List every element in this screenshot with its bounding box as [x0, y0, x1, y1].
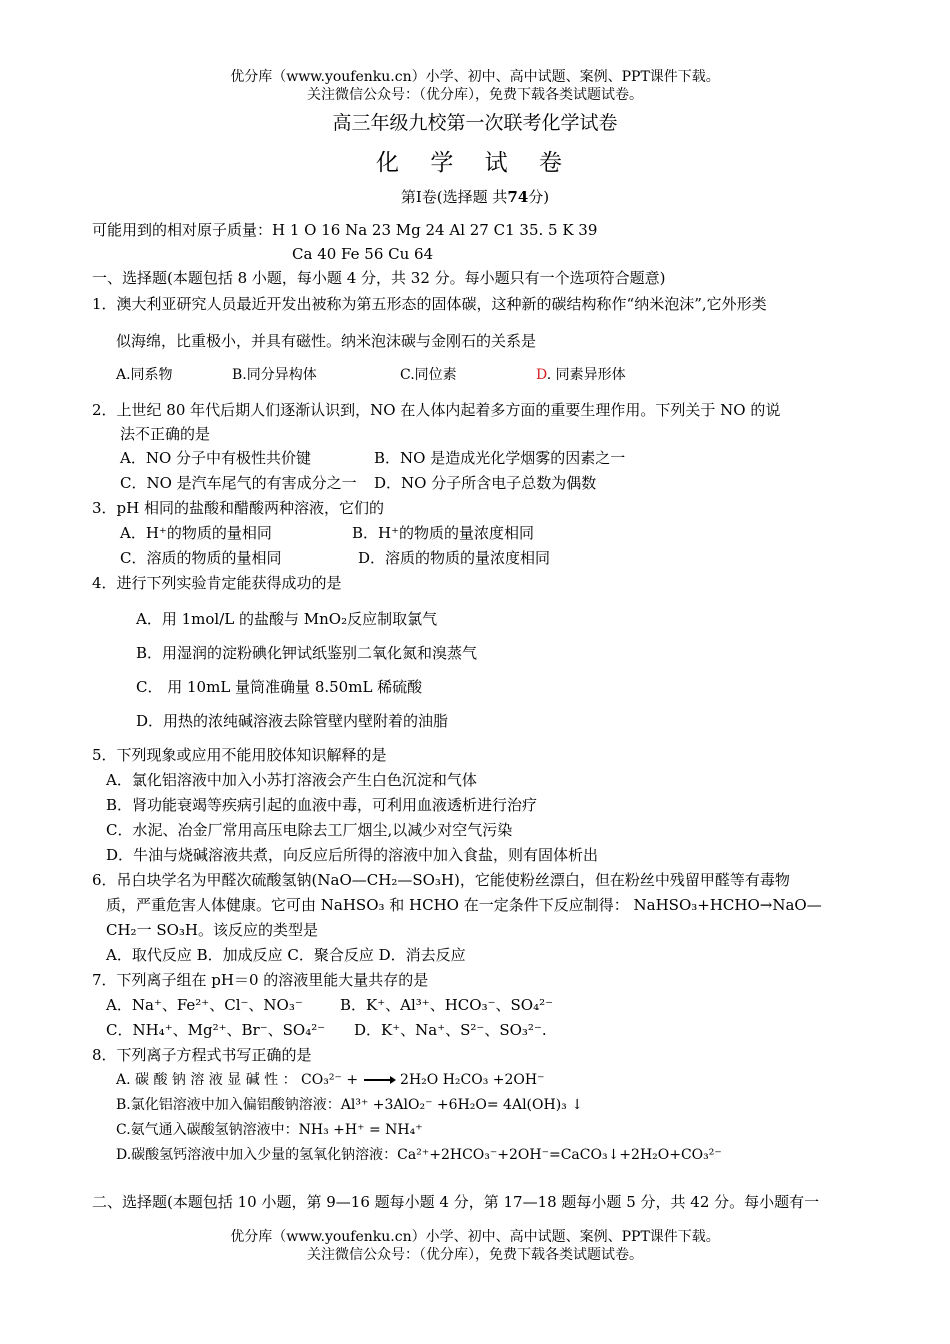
q5-option-b: B．肾功能衰竭等疾病引起的血液中毒，可利用血液透析进行治疗: [106, 796, 538, 814]
q2-stem-2: 法不正确的是: [120, 425, 211, 443]
header-line-2: 关注微信公众号：（优分库），免费下载各类试题试卷。: [307, 87, 643, 103]
part-one-score: 74: [507, 188, 529, 206]
q3-option-b: B．H⁺的物质的量浓度相同: [352, 524, 535, 542]
exam-title: 高三年级九校第一次联考化学试卷: [332, 112, 618, 134]
q4-option-d: D．用热的浓纯碱溶液去除管壁内壁附着的油脂: [136, 712, 449, 730]
q4-option-a: A．用 1mol/L 的盐酸与 MnO₂反应制取氯气: [136, 610, 438, 628]
part-one-title: [0, 186, 950, 207]
q8-option-a-suffix: 2H₂O H₂CO₃ +2OH⁻: [400, 1072, 545, 1088]
q2-option-c: C．NO 是汽车尾气的有害成分之一: [120, 474, 357, 492]
part-one-suffix: 分): [528, 188, 550, 206]
q2-option-d: D．NO 分子所含电子总数为偶数: [374, 474, 597, 492]
q1-option-a: A.同系物: [116, 367, 173, 383]
q5-option-c: C．水泥、冶金厂常用高压电除去工厂烟尘,以减少对空气污染: [106, 821, 513, 839]
q1-option-b: B.同分异构体: [232, 367, 317, 383]
q5-option-a: A．氯化铝溶液中加入小苏打溶液会产生白色沉淀和气体: [106, 771, 477, 789]
q1-stem-2: 似海绵，比重极小，并具有磁性。纳米泡沫碳与金刚石的关系是: [116, 332, 537, 350]
q8-option-a: [116, 1070, 545, 1090]
q5-stem: 5．下列现象或应用不能用胶体知识解释的是: [92, 746, 387, 764]
q8-option-c: C.氨气通入碳酸氢钠溶液中：NH₃ +H⁺ = NH₄⁺: [116, 1122, 423, 1138]
q4-option-b: B．用湿润的淀粉碘化钾试纸鉴别二氧化氮和溴蒸气: [136, 644, 478, 662]
q8-option-a-prefix: A. 碳 酸 钠 溶 液 显 碱 性 ： CO₃²⁻ +: [116, 1072, 359, 1088]
q2-option-b: B．NO 是造成光化学烟雾的因素之一: [374, 449, 626, 467]
q4-stem: 4．进行下列实验肯定能获得成功的是: [92, 574, 342, 592]
section-one-heading: 一、选择题(本题包括 8 小题，每小题 4 分，共 32 分。每小题只有一个选项符合题意): [92, 269, 666, 287]
q3-option-a: A．H⁺的物质的量相同: [120, 524, 272, 542]
q1-option-d-letter: D: [536, 367, 547, 383]
section-two-heading: 二、选择题(本题包括 10 小题，第 9—16 题每小题 4 分，第 17—18 题每小题 5 分，共 42 分。每小题有一: [92, 1193, 820, 1211]
q1-option-d-text: . 同素异形体: [546, 367, 626, 383]
header-line-1: 优分库（www.youfenku.cn）小学、初中、高中试题、案例、PPT课件下载。: [230, 69, 720, 85]
q7-stem: 7．下列离子组在 pH＝0 的溶液里能大量共存的是: [92, 971, 429, 989]
atomic-masses-line-1: 可能用到的相对原子质量：H 1 O 16 Na 23 Mg 24 Al 27 C1 35. 5 K 39: [92, 221, 598, 239]
q3-option-c: C．溶质的物质的量相同: [120, 549, 282, 567]
q3-option-d: D．溶质的物质的量浓度相同: [358, 549, 551, 567]
q1-option-c: C.同位素: [400, 367, 457, 383]
q1-stem-1: 1．澳大利亚研究人员最近开发出被称为第五形态的固体碳，这种新的碳结构称作“纳米泡沫”,它外形类: [92, 295, 767, 313]
q8-option-b: B.氯化铝溶液中加入偏铝酸钠溶液：Al³⁺ +3AlO₂⁻ +6H₂O= 4Al(OH)₃ ↓: [116, 1097, 583, 1113]
reversible-arrow-icon: [364, 1079, 394, 1081]
part-one-prefix: 第Ⅰ卷(选择题 共: [400, 188, 508, 206]
q3-stem: 3．pH 相同的盐酸和醋酸两种溶液，它们的: [92, 499, 384, 517]
q6-options: A．取代反应 B．加成反应 C．聚合反应 D．消去反应: [106, 946, 466, 964]
q4-option-c: C． 用 10mL 量筒准确量 8.50mL 稀硫酸: [136, 678, 423, 696]
q6-stem-2: 质，严重危害人体健康。它可由 NaHSO₃ 和 HCHO 在一定条件下反应制得： NaHSO₃+HCHO→NaO—: [106, 896, 822, 914]
footer-line-1: 优分库（www.youfenku.cn）小学、初中、高中试题、案例、PPT课件下载。: [230, 1229, 720, 1245]
footer-line-2: 关注微信公众号：（优分库），免费下载各类试题试卷。: [307, 1247, 643, 1263]
q2-stem-1: 2．上世纪 80 年代后期人们逐渐认识到，NO 在人体内起着多方面的重要生理作用。下列关于 NO 的说: [92, 401, 781, 419]
subject-title: 化 学 试 卷: [376, 150, 574, 176]
q8-option-d: D.碳酸氢钙溶液中加入少量的氢氧化钠溶液：Ca²⁺+2HCO₃⁻+2OH⁻=CaCO₃↓+2H₂O+CO₃²⁻: [116, 1147, 722, 1163]
q6-stem-1: 6．吊白块学名为甲醛次硫酸氢钠(NaO—CH₂—SO₃H)，它能使粉丝漂白，但在粉丝中残留甲醛等有毒物: [92, 871, 790, 889]
q8-stem: 8．下列离子方程式书写正确的是: [92, 1046, 312, 1064]
atomic-masses-line-2: Ca 40 Fe 56 Cu 64: [292, 245, 434, 263]
q5-option-d: D．牛油与烧碱溶液共煮，向反应后所得的溶液中加入食盐，则有固体析出: [106, 846, 599, 864]
q1-option-d: [536, 365, 626, 385]
q7-option-c: C．NH₄⁺、Mg²⁺、Br⁻、SO₄²⁻: [106, 1021, 326, 1039]
q2-option-a: A．NO 分子中有极性共价键: [120, 449, 312, 467]
q6-stem-3: CH₂一 SO₃H。该反应的类型是: [106, 921, 319, 939]
q7-option-a: A．Na⁺、Fe²⁺、Cl⁻、NO₃⁻: [106, 996, 303, 1014]
q7-option-b: B．K⁺、Al³⁺、HCO₃⁻、SO₄²⁻: [340, 996, 554, 1014]
q7-option-d: D．K⁺、Na⁺、S²⁻、SO₃²⁻.: [354, 1021, 547, 1039]
